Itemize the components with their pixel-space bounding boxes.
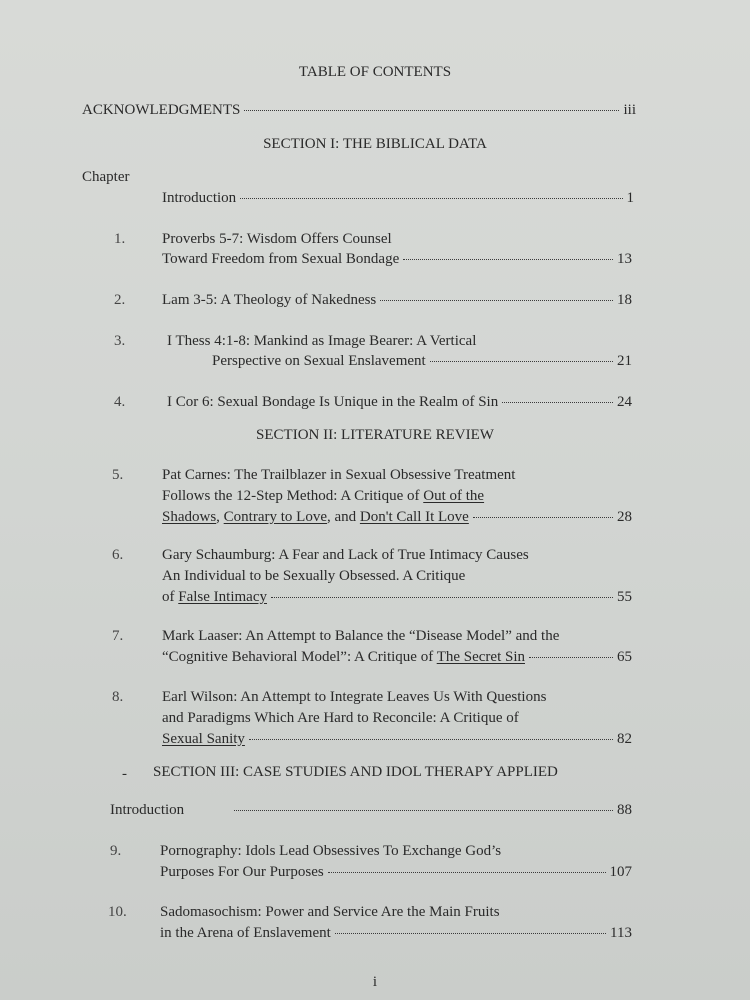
chapter-number: 8.	[112, 689, 124, 705]
entry-page: 24	[617, 394, 632, 410]
dot-leader	[380, 300, 613, 301]
chapter-number: 3.	[114, 333, 126, 349]
entry-title-line: Perspective on Sexual Enslavement	[212, 353, 426, 369]
book-title: Sexual Sanity	[162, 731, 245, 747]
dot-leader	[244, 110, 619, 111]
chapter-number: 9.	[110, 843, 122, 859]
book-title: False Intimacy	[178, 589, 267, 605]
section-heading-dash: -	[122, 766, 127, 782]
dot-leader	[529, 657, 613, 658]
book-title: The Secret Sin	[436, 649, 525, 665]
dot-leader	[473, 517, 613, 518]
dot-leader	[328, 872, 606, 873]
dot-leader	[335, 933, 606, 934]
dot-leader	[240, 198, 622, 199]
toc-entry-chapter-6	[162, 587, 632, 607]
section-heading-1: SECTION I: THE BIBLICAL DATA	[263, 136, 487, 152]
chapter-number: 7.	[112, 628, 124, 644]
entry-page: 113	[610, 925, 632, 941]
page-number: i	[372, 974, 378, 990]
dot-leader	[430, 361, 613, 362]
toc-entry-chapter-1	[162, 249, 632, 269]
entry-page: 82	[617, 731, 632, 747]
entry-title-line: Mark Laaser: An Attempt to Balance the “Disease Model” and the	[162, 628, 560, 644]
entry-title: Introduction	[162, 190, 237, 206]
chapter-number: 10.	[108, 904, 127, 920]
entry-title-line: Toward Freedom from Sexual Bondage	[162, 251, 400, 267]
book-title: Shadows	[162, 509, 217, 525]
chapter-label: Chapter	[82, 169, 130, 185]
dot-leader	[249, 739, 613, 740]
toc-entry-introduction-2	[230, 800, 632, 820]
entry-title-line: Earl Wilson: An Attempt to Integrate Leaves Us With Questions	[162, 689, 547, 705]
toc-entry-chapter-7	[162, 647, 632, 667]
toc-entry-chapter-8	[162, 729, 632, 749]
entry-title-line: Pat Carnes: The Trailblazer in Sexual Obsessive Treatment	[162, 467, 516, 483]
entry-title-line: Sadomasochism: Power and Service Are the Main Fruits	[160, 904, 500, 920]
entry-title-line: and Paradigms Which Are Hard to Reconcile: A Critique of	[162, 710, 519, 726]
toc-entry-chapter-2	[162, 290, 632, 310]
entry-page: 21	[617, 353, 632, 369]
toc-entry-introduction-1	[162, 188, 634, 208]
toc-entry-chapter-9	[160, 862, 632, 882]
entry-page: 13	[617, 251, 632, 267]
entry-title-line: in the Arena of Enslavement	[160, 925, 331, 941]
dot-leader	[271, 597, 613, 598]
toc-entry-chapter-3	[212, 351, 632, 371]
entry-title-line: of False Intimacy	[162, 589, 267, 605]
dot-leader	[234, 810, 613, 811]
entry-title: Lam 3-5: A Theology of Nakedness	[162, 292, 377, 308]
dot-leader	[502, 402, 613, 403]
toc-entry-chapter-4	[167, 392, 632, 412]
entry-page: 88	[617, 802, 632, 818]
entry-page: 107	[609, 864, 632, 880]
entry-page: 28	[617, 509, 632, 525]
book-title: Don't Call It Love	[359, 509, 469, 525]
entry-title-line: Purposes For Our Purposes	[160, 864, 324, 880]
entry-title: ACKNOWLEDGMENTS	[82, 102, 241, 118]
entry-page: 1	[626, 190, 634, 206]
section-heading-2: SECTION II: LITERATURE REVIEW	[256, 427, 494, 443]
toc-entry-chapter-5	[162, 507, 632, 527]
entry-title-line: “Cognitive Behavioral Model”: A Critique of The Secret Sin	[162, 649, 525, 665]
entry-title-line: I Thess 4:1-8: Mankind as Image Bearer: A Vertical	[167, 333, 477, 349]
dot-leader	[403, 259, 613, 260]
entry-title-line: An Individual to be Sexually Obsessed. A Critique	[162, 568, 466, 584]
page-title: TABLE OF CONTENTS	[298, 64, 452, 80]
book-title: Out of the	[423, 488, 485, 504]
book-title: Contrary to Love	[223, 509, 327, 525]
chapter-number: 5.	[112, 467, 124, 483]
entry-title-line: Follows the 12-Step Method: A Critique of Out of the	[162, 488, 485, 504]
section-heading-3: SECTION III: CASE STUDIES AND IDOL THERAPY APPLIED	[153, 764, 558, 780]
entry-title: Introduction	[110, 802, 185, 818]
entry-page: 18	[617, 292, 632, 308]
chapter-number: 1.	[114, 231, 126, 247]
entry-title-line: Pornography: Idols Lead Obsessives To Exchange God’s	[160, 843, 502, 859]
chapter-number: 4.	[114, 394, 126, 410]
toc-entry-chapter-10	[160, 923, 632, 943]
entry-page: 65	[617, 649, 632, 665]
chapter-number: 6.	[112, 547, 124, 563]
entry-title-line: Shadows, Contrary to Love, and Don't Call It Love	[162, 509, 469, 525]
chapter-number: 2.	[114, 292, 126, 308]
entry-title-line: Proverbs 5-7: Wisdom Offers Counsel	[162, 231, 392, 247]
toc-entry-acknowledgments	[82, 100, 636, 120]
entry-page: iii	[623, 102, 636, 118]
entry-page: 55	[617, 589, 632, 605]
entry-title-line: Gary Schaumburg: A Fear and Lack of True Intimacy Causes	[162, 547, 529, 563]
entry-title: I Cor 6: Sexual Bondage Is Unique in the Realm of Sin	[167, 394, 499, 410]
